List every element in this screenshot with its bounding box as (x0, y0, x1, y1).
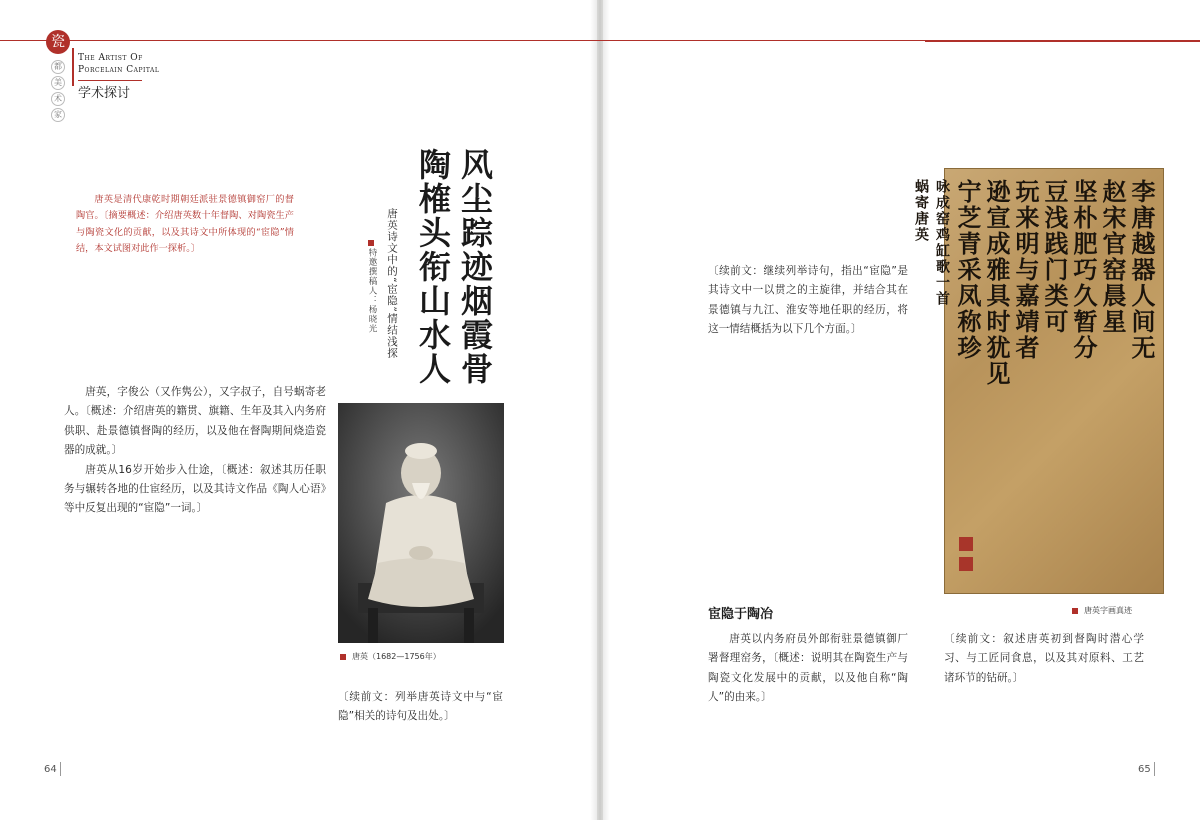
header-rule-accent (925, 40, 1200, 42)
article-abstract: 唐英是清代康乾时期朝廷派驻景德镇御窑厂的督陶官。〔摘要概述：介绍唐英数十年督陶、对陶瓷生产与陶瓷文化的贡献，以及其诗文中所体现的“宦隐”情结，本文试图对此作一探析。〕 (76, 194, 294, 255)
calligraphy-seal-icon (959, 537, 973, 551)
calligraphy-column: 赵宋官窑晨星 (1098, 179, 1127, 335)
magazine-brand-vertical (49, 60, 67, 124)
calligraphy-caption (1072, 605, 1132, 616)
calligraphy-column: 宁芝青采凤称珍 (953, 179, 982, 361)
magazine-title-en (78, 52, 159, 76)
body-column-left-1 (64, 383, 326, 519)
article-subtitle: 唐英诗文中的“宦隐”情结浅探 (386, 208, 398, 359)
article-title-line1: 风尘踪迹烟霞骨 (456, 148, 494, 386)
header-title-rule (78, 80, 142, 81)
calligraphy-image (913, 168, 1164, 594)
brand-char: 美 (51, 76, 65, 90)
brand-char: 都 (51, 60, 65, 74)
calligraphy-seal-icon (959, 557, 973, 571)
folio-divider (60, 762, 61, 776)
calligraphy-column: 豆浅践门类可 (1040, 179, 1069, 335)
calligraphy-columns (911, 179, 1155, 579)
portrait-image (338, 403, 504, 643)
calligraphy-caption-text: 唐英字画真迹 (1084, 606, 1132, 615)
body-column-left-2 (338, 688, 503, 727)
brand-char: 术 (51, 92, 65, 106)
caption-marker-icon (1072, 608, 1078, 614)
calligraphy-column: 玩来明与嘉靖者 (1011, 179, 1040, 361)
body-paragraph: 唐英，字俊公（又作隽公），又字叔子，自号蜗寄老人。〔概述：介绍唐英的籍贯、旗籍、生年及其入内务府供职、赴景德镇督陶的经历，以及他在督陶期间烧造瓷器的成就。〕 (64, 386, 326, 457)
magazine-title-en-line1: The Artist Of (78, 53, 143, 63)
portrait-caption-text: 唐英（1682—1756年） (352, 652, 441, 661)
body-paragraph: 唐英从16岁开始步入仕途，〔概述：叙述其历任职务与辗转各地的仕宦经历，以及其诗文作品《陶人心语》等中反复出现的“宦隐”一词。〕 (64, 463, 326, 515)
calligraphy-column: 坚朴肥巧久暂分 (1069, 179, 1098, 361)
calligraphy-column: 逊宣成雅具时犹见 (982, 179, 1011, 387)
article-title-line2: 陶榷头衔山水人 (414, 148, 452, 386)
magazine-title-en-line2: Porcelain Capital (78, 65, 160, 75)
caption-marker-icon (340, 654, 346, 660)
body-paragraph: 唐英以内务府员外郎衔驻景德镇御厂署督理窑务，〔概述：说明其在陶瓷生产与陶瓷文化发展中的贡献，以及他自称“陶人”的由来。〕 (708, 633, 908, 704)
body-column-right-2 (708, 630, 908, 708)
magazine-seal-icon: 瓷 (46, 30, 70, 54)
body-paragraph: 〔续前文：列举唐英诗文中与“宦隐”相关的诗句及出处。〕 (338, 691, 503, 723)
section-label: 学术探讨 (78, 86, 131, 101)
calligraphy-signature: 蜗寄唐英 (913, 179, 929, 243)
calligraphy-column: 咏成窑鸡缸歌一首 (934, 179, 950, 307)
author-marker-icon (368, 240, 374, 246)
folio-divider (1154, 762, 1155, 776)
calligraphy-column: 李唐越器人间无 (1127, 179, 1156, 361)
page-number-left: 64 (44, 764, 57, 775)
brand-char: 家 (51, 108, 65, 122)
body-paragraph: 〔续前文：继续列举诗句，指出“宦隐”是其诗文中一以贯之的主旋律，并结合其在景德镇与九江、淮安等地任职的经历，将这一情结概括为以下几个方面。〕 (708, 265, 908, 336)
page-number-right: 65 (1138, 764, 1151, 775)
body-paragraph: 〔续前文：叙述唐英初到督陶时潜心学习、与工匠同食息，以及其对原料、工艺诸环节的钻研。〕 (944, 633, 1144, 684)
body-column-right-1 (708, 262, 908, 340)
article-author: 特邀撰稿人：杨晓光 (367, 248, 377, 334)
section-subheading: 宦隐于陶冶 (708, 607, 774, 622)
page-gutter (590, 0, 610, 820)
body-column-right-3 (944, 630, 1144, 688)
portrait-caption (340, 651, 441, 662)
